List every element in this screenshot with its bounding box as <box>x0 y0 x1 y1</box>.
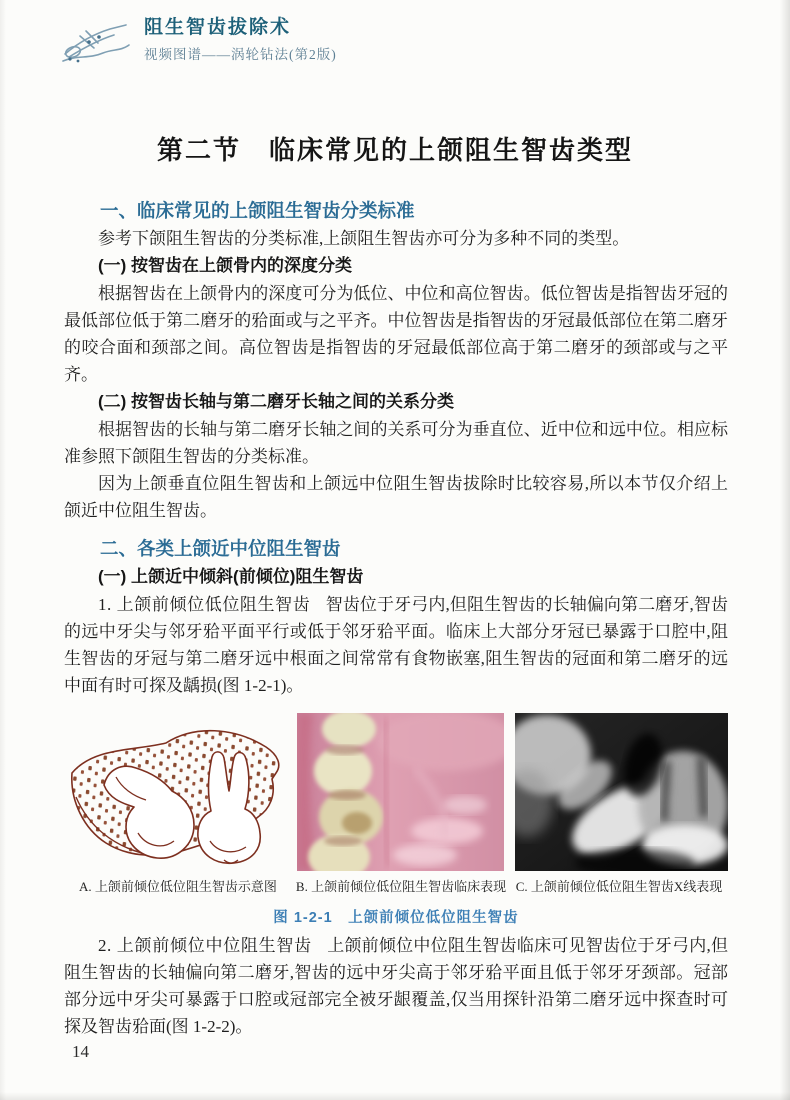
page-header <box>58 16 337 68</box>
dental-handpiece-sketch-icon <box>58 18 136 68</box>
section1-sub1-paragraph: 根据智齿在上颌骨内的深度可分为低位、中位和高位智齿。低位智齿是指智齿牙冠的最低部位低于第二磨牙的𬌗面或与之平齐。中位智齿是指智齿的牙冠最低部位在第二磨牙的咬合面和颈部之间。高位智齿是指智齿的牙冠最低部位高于第二磨牙的颈部或与之平齐。 <box>64 284 728 384</box>
book-subtitle: 视频图谱——涡轮钻法(第2版) <box>144 47 337 62</box>
header-text <box>144 16 337 63</box>
page-number: 14 <box>72 1042 89 1061</box>
book-title: 阻生智齿拔除术 <box>144 17 292 38</box>
section1-sub2-paragraph: 根据智齿的长轴与第二磨牙长轴之间的关系可分为垂直位、近中位和远中位。相应标准参照下颌阻生智齿的分类标准。 <box>64 420 728 466</box>
page-content <box>64 196 728 1040</box>
figure-caption-row <box>64 878 728 896</box>
figure-caption-c: C. 上颌前倾位低位阻生智齿X线表现 <box>515 879 723 894</box>
scan-edge-bottom <box>0 1092 790 1100</box>
schematic-line-drawing <box>64 713 286 871</box>
section1-sub1-heading: (一) 按智齿在上颌骨内的深度分类 <box>98 256 353 275</box>
section1-sub2-heading: (二) 按智齿长轴与第二磨牙长轴之间的关系分类 <box>98 392 455 411</box>
xray-image <box>515 713 728 871</box>
figure-label: 图 1-2-1 上颌前倾位低位阻生智齿 <box>273 910 519 926</box>
item1-text: 智齿位于牙弓内,但阻生智齿的长轴偏向第二磨牙,智齿的远中牙尖与邻牙𬌗平面平行或低于邻牙𬌗平面。临床上大部分牙冠已暴露于口腔中,阻生智齿的牙冠与第二磨牙远中根面之间常常有食物嵌塞,阻生智齿的冠面和第二磨牙的远中面有时可探及龋损(图 1-2-1)。 <box>64 595 729 695</box>
section1-note-paragraph: 因为上颌垂直位阻生智齿和上颌远中位阻生智齿拔除时比较容易,所以本节仅介绍上颌近中位阻生智齿。 <box>64 474 728 520</box>
item2-text: 上颌前倾位中位阻生智齿临床可见智齿位于牙弓内,但阻生智齿的长轴偏向第二磨牙,智齿的远中牙尖高于邻牙𬌗平面且低于邻牙牙颈部。冠部部分远中牙尖可暴露于口腔或冠部完全被牙龈覆盖,仅当用探针沿第二磨牙远中探查时可探及智齿𬌗面(图 1-2-2)。 <box>64 936 729 1036</box>
section2-heading: 二、各类上颌近中位阻生智齿 <box>100 538 341 559</box>
clinical-photo <box>297 713 504 871</box>
figure-caption-a: A. 上颌前倾位低位阻生智齿示意图 <box>79 879 277 894</box>
section1-heading: 一、临床常见的上颌阻生智齿分类标准 <box>100 200 415 221</box>
section1-intro-paragraph: 参考下颌阻生智齿的分类标准,上颌阻生智齿亦可分为多种不同的类型。 <box>98 229 630 248</box>
section2-sub-heading: (一) 上颌近中倾斜(前倾位)阻生智齿 <box>98 567 364 586</box>
figure-image-row <box>64 713 728 871</box>
chapter-title: 第二节 临床常见的上颌阻生智齿类型 <box>156 135 633 165</box>
section2-item1-paragraph <box>64 591 728 699</box>
item2-run-in-label: 2. 上颌前倾位中位阻生智齿 <box>98 936 312 955</box>
figure-1-2-1 <box>64 713 728 932</box>
figure-caption-b: B. 上颌前倾位低位阻生智齿临床表现 <box>295 879 507 894</box>
section2-item2-paragraph <box>64 932 728 1040</box>
item1-run-in-label: 1. 上颌前倾位低位阻生智齿 <box>98 595 311 614</box>
